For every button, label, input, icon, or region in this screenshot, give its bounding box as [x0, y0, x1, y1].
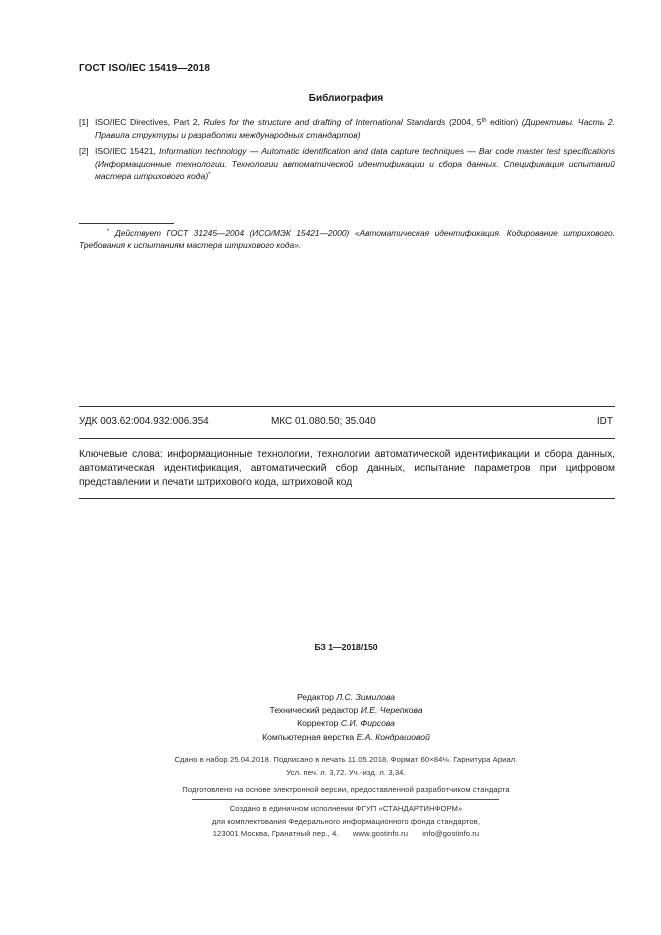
prepared-note: Подготовлено на основе электронной версии, предоставленной разработчиком стандарта	[182, 785, 510, 794]
bibliography-title: Библиография	[308, 93, 384, 104]
ref-number: [1]	[79, 117, 89, 127]
mks-code: МКС 01.080.50; 35.040	[271, 416, 376, 427]
staff-layout: Компьютерная верстка Е.А. Кондрашовой	[262, 731, 430, 742]
ref-body: ISO/IEC 15421, Information technology — Automatic identification and data capture techniques — Bar code master test specifications (Информационные технологии. Технологии автоматической идентификации и сбора данных. Спецификация испытаний мастера штрихового кода)*	[95, 146, 616, 182]
publisher-line1: Создано в единичном исполнении ФГУП «СТАНДАРТИНФОРМ»	[229, 804, 463, 813]
middle-rule	[79, 438, 615, 439]
print-info-line1: Сдано в набор 25.04.2018. Подписано в печать 11.05.2018. Формат 60×84⅛. Гарнитура Ариал.	[174, 755, 518, 764]
print-info	[0, 754, 661, 780]
footnote	[79, 227, 615, 252]
bibliography-ref-1	[79, 116, 615, 141]
footnote-separator	[79, 223, 174, 224]
top-rule	[79, 406, 615, 407]
staff-corrector: Корректор С.И. Фирсова	[297, 718, 395, 729]
publisher-contacts	[0, 828, 661, 841]
bottom-rule	[79, 498, 615, 499]
udc-code: УДК 003.62:004.932:006.354	[79, 416, 209, 427]
ref-number: [2]	[79, 146, 89, 156]
publisher-info	[0, 803, 661, 841]
ref-body: ISO/IEC Directives, Part 2, Rules for the structure and drafting of International Standards (2004, 5th edition) (Директивы. Часть 2. Правила структуры и разработки международных стандартов)	[95, 117, 615, 140]
staff-list	[0, 691, 661, 744]
idt-label: IDT	[596, 416, 613, 427]
publisher-website-link[interactable]: www.gostinfo.ru	[352, 829, 409, 839]
staff-tech-editor: Технический редактор И.Е. Черепкова	[269, 705, 423, 716]
publisher-email-link[interactable]: info@gostinfo.ru	[422, 829, 480, 839]
footnote-mark: *	[107, 229, 110, 235]
footnote-text: Действует ГОСТ 31245—2004 (ИСО/МЭК 15421—2000) «Автоматическая идентификация. Кодирование штрихового. Требования к испытаниям мастера штрихового кода».	[79, 228, 615, 251]
print-info-line2: Усл. печ. л. 3,72. Уч.-изд. л. 3,34.	[286, 767, 406, 777]
publisher-line2: для комплектования Федерального информационного фонда стандартов,	[211, 816, 481, 826]
publisher-address: 123001 Москва, Гранатный пер., 4.	[212, 829, 339, 839]
keywords: Ключевые слова: информационные технологии, технологии автоматической идентификации и сбора данных, автоматическая идентификация, автоматический сбор данных, испытание параметров при цифровом представлении и печати штрихового кода, штриховой код	[79, 449, 615, 488]
bz-number: БЗ 1—2018/150	[314, 642, 378, 652]
staff-editor: Редактор Л.С. Зимилова	[296, 692, 396, 702]
bibliography-ref-2	[79, 145, 615, 183]
document-code-header: ГОСТ ISO/IEC 15419—2018	[79, 63, 210, 74]
publisher-separator	[192, 799, 499, 800]
